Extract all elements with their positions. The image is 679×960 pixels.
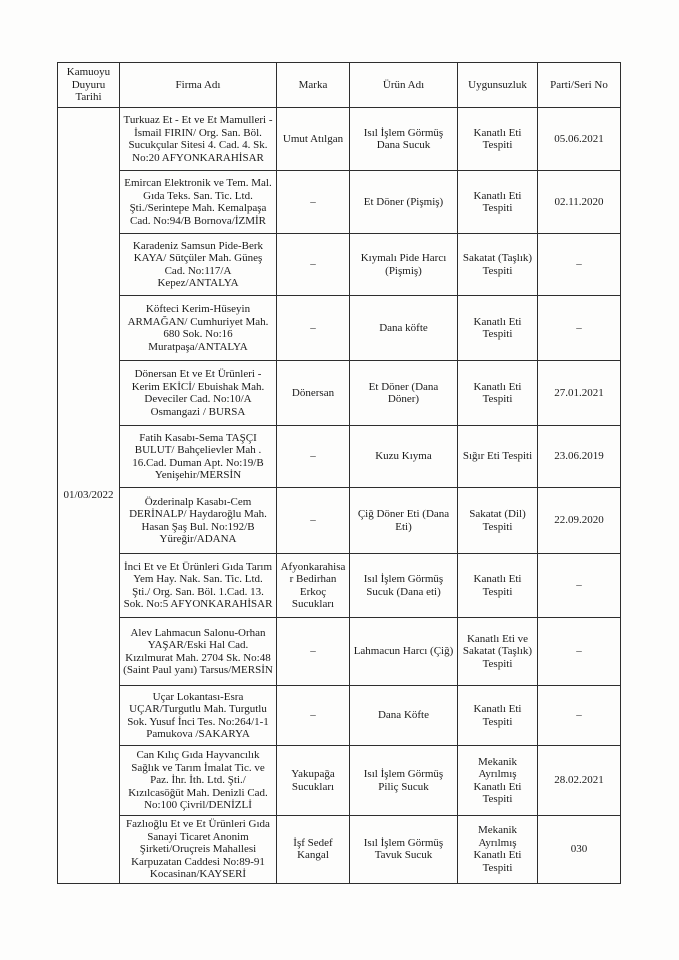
cell-marka: – [277, 488, 350, 554]
cell-marka: – [277, 234, 350, 296]
table-row [58, 746, 621, 816]
table-row [58, 234, 621, 296]
cell-parti: – [538, 234, 621, 296]
table-row [58, 488, 621, 554]
header-cell-urun: Ürün Adı [350, 63, 458, 108]
cell-uygunsuzluk: Kanatlı Eti Tespiti [458, 171, 538, 234]
header-cell-firma: Firma Adı [120, 63, 277, 108]
inspection-table [57, 62, 621, 884]
cell-firma: Fatih Kasabı-Sema TAŞÇI BULUT/ Bahçelievler Mah . 16.Cad. Duman Apt. No:19/B Yenişehir/MERSİN [120, 426, 277, 488]
cell-uygunsuzluk: Sakatat (Dil) Tespiti [458, 488, 538, 554]
cell-parti: 030 [538, 816, 621, 884]
cell-marka: – [277, 426, 350, 488]
cell-uygunsuzluk: Kanatlı Eti Tespiti [458, 296, 538, 361]
table-row [58, 686, 621, 746]
cell-uygunsuzluk: Mekanik Ayrılmış Kanatlı Eti Tespiti [458, 746, 538, 816]
cell-parti: 23.06.2019 [538, 426, 621, 488]
cell-firma: İnci Et ve Et Ürünleri Gıda Tarım Yem Hay. Nak. San. Tic. Ltd. Şti./ Org. San. Böl. 1.Cad. 13. Sok. No:5 AFYONKARAHİSAR [120, 554, 277, 618]
cell-firma: Özderinalp Kasabı-Cem DERİNALP/ Haydaroğlu Mah. Hasan Şaş Bul. No:192/B Yüreğir/ADANA [120, 488, 277, 554]
cell-urun: Çiğ Döner Eti (Dana Eti) [350, 488, 458, 554]
cell-urun: Dana köfte [350, 296, 458, 361]
announcement-date-cell: 01/03/2022 [58, 108, 120, 884]
cell-marka: Umut Atılgan [277, 108, 350, 171]
cell-uygunsuzluk: Kanatlı Eti Tespiti [458, 108, 538, 171]
header-row [58, 63, 621, 108]
header-cell-parti: Parti/Seri No [538, 63, 621, 108]
cell-marka: İşf Sedef Kangal [277, 816, 350, 884]
table-row [58, 816, 621, 884]
table-row [58, 554, 621, 618]
cell-urun: Dana Köfte [350, 686, 458, 746]
cell-parti: 28.02.2021 [538, 746, 621, 816]
cell-uygunsuzluk: Kanatlı Eti ve Sakatat (Taşlık) Tespiti [458, 618, 538, 686]
cell-parti: – [538, 686, 621, 746]
cell-firma: Can Kılıç Gıda Hayvancılık Sağlık ve Tarım İmalat Tic. ve Paz. İhr. İth. Ltd. Şti./ Kızılcasöğüt Mah. Denizli Cad. No:100 Çivril/DENİZLİ [120, 746, 277, 816]
cell-firma: Uçar Lokantası-Esra UÇAR/Turgutlu Mah. Turgutlu Sok. Yusuf İnci Tes. No:264/1-1 Pamukova /SAKARYA [120, 686, 277, 746]
cell-parti: 02.11.2020 [538, 171, 621, 234]
cell-parti: – [538, 618, 621, 686]
cell-uygunsuzluk: Mekanik Ayrılmış Kanatlı Eti Tespiti [458, 816, 538, 884]
cell-urun: Isıl İşlem Görmüş Sucuk (Dana eti) [350, 554, 458, 618]
cell-urun: Kuzu Kıyma [350, 426, 458, 488]
cell-firma: Emircan Elektronik ve Tem. Mal. Gıda Teks. San. Tic. Ltd. Şti./Serintepe Mah. Kemalpaşa Cad. No:94/B Bornova/İZMİR [120, 171, 277, 234]
header-cell-uygunsuzluk: Uygunsuzluk [458, 63, 538, 108]
cell-urun: Isıl İşlem Görmüş Tavuk Sucuk [350, 816, 458, 884]
cell-firma: Turkuaz Et - Et ve Et Mamulleri - İsmail FIRIN/ Org. San. Böl. Sucukçular Sitesi 4. Cad. 4. Sk. No:20 AFYONKARAHİSAR [120, 108, 277, 171]
cell-uygunsuzluk: Kanatlı Eti Tespiti [458, 686, 538, 746]
table-row [58, 618, 621, 686]
cell-urun: Kıymalı Pide Harcı (Pişmiş) [350, 234, 458, 296]
cell-urun: Et Döner (Dana Döner) [350, 361, 458, 426]
table-row [58, 171, 621, 234]
cell-firma: Dönersan Et ve Et Ürünleri - Kerim EKİCİ/ Ebuishak Mah. Deveciler Cad. No:10/A Osmangazi / BURSA [120, 361, 277, 426]
cell-marka: – [277, 171, 350, 234]
cell-parti: 22.09.2020 [538, 488, 621, 554]
cell-urun: Lahmacun Harcı (Çiğ) [350, 618, 458, 686]
table-row [58, 361, 621, 426]
cell-urun: Et Döner (Pişmiş) [350, 171, 458, 234]
cell-firma: Köfteci Kerim-Hüseyin ARMAĞAN/ Cumhuriyet Mah. 680 Sok. No:16 Muratpaşa/ANTALYA [120, 296, 277, 361]
cell-urun: Isıl İşlem Görmüş Piliç Sucuk [350, 746, 458, 816]
cell-marka: – [277, 618, 350, 686]
cell-uygunsuzluk: Sakatat (Taşlık) Tespiti [458, 234, 538, 296]
cell-uygunsuzluk: Kanatlı Eti Tespiti [458, 361, 538, 426]
cell-uygunsuzluk: Kanatlı Eti Tespiti [458, 554, 538, 618]
cell-marka: Afyonkarahisar Bedirhan Erkoç Sucukları [277, 554, 350, 618]
cell-firma: Karadeniz Samsun Pide-Berk KAYA/ Sütçüler Mah. Güneş Cad. No:117/A Kepez/ANTALYA [120, 234, 277, 296]
cell-parti: 27.01.2021 [538, 361, 621, 426]
header-cell-date: Kamuoyu Duyuru Tarihi [58, 63, 120, 108]
cell-marka: Dönersan [277, 361, 350, 426]
cell-parti: – [538, 296, 621, 361]
cell-parti: 05.06.2021 [538, 108, 621, 171]
cell-uygunsuzluk: Sığır Eti Tespiti [458, 426, 538, 488]
cell-parti: – [538, 554, 621, 618]
table-row [58, 108, 621, 171]
cell-marka: – [277, 296, 350, 361]
table-row [58, 426, 621, 488]
cell-urun: Isıl İşlem Görmüş Dana Sucuk [350, 108, 458, 171]
cell-firma: Fazlıoğlu Et ve Et Ürünleri Gıda Sanayi Ticaret Anonim Şirketi/Oruçreis Mahallesi Karpuzatan Caddesi No:89-91 Kocasinan/KAYSERİ [120, 816, 277, 884]
cell-firma: Alev Lahmacun Salonu-Orhan YAŞAR/Eski Hal Cad. Kızılmurat Mah. 2704 Sk. No:48 (Saint Paul yanı) Tarsus/MERSİN [120, 618, 277, 686]
cell-marka: – [277, 686, 350, 746]
table-row [58, 296, 621, 361]
header-cell-marka: Marka [277, 63, 350, 108]
cell-marka: Yakupağa Sucukları [277, 746, 350, 816]
